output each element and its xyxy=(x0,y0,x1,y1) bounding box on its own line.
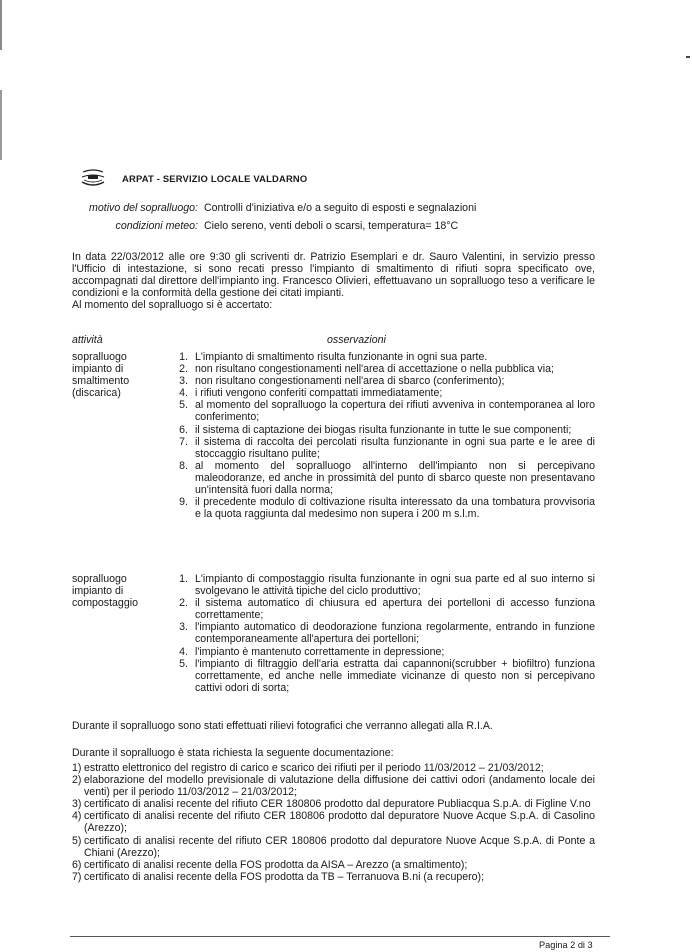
intro-text: In data 22/03/2012 alle ore 9:30 gli scriventi dr. Patrizio Esemplari e dr. Sauro Valentini, in servizio presso l'Ufficio di intestazione, si sono recati presso l'impianto di smaltimento di rifiuti sopra specificato ove, accompagnati dal direttore dell'impianto ing. Francesco Olivieri, effettuavano un sopralluogo teso a verificare le condizioni e la conformità della gestione dei citati impianti. xyxy=(72,251,595,300)
observation-item: 8. al momento del sopralluogo all'interno dell'impianto non si percepivano maleodoranze, ed anche in prossimità del punto di sbarco queste non presentavano un'intensità fuori dalla norma; xyxy=(179,459,595,497)
section-label-line: impianto di xyxy=(72,363,124,376)
observation-item: 1. L'impianto di smaltimento risulta funzionante in ogni sua parte. xyxy=(179,351,488,363)
footer-divider xyxy=(70,936,610,937)
motivo-value: Controlli d'iniziativa e/o a seguito di esposti e segnalazioni xyxy=(204,202,477,214)
observation-item: 3. non risultano congestionamenti nell'area di sbarco (conferimento); xyxy=(179,375,505,388)
page-number: Pagina 2 di 3 xyxy=(539,940,593,950)
section-label-line: smaltimento xyxy=(72,375,130,388)
observation-item: 3. l'impianto automatico di deodorazione funziona regolarmente, entrando in funzione contemporaneamente all'apertura dei portelloni; xyxy=(179,621,595,646)
meteo-label: condizioni meteo: xyxy=(115,220,198,232)
observation-item: 5. al momento del sopralluogo la copertura dei rifiuti avveniva in contemporanea al loro conferimento; xyxy=(179,399,595,424)
documentazione-list xyxy=(72,762,595,883)
section-label xyxy=(72,573,157,609)
observation-item: 9. il precedente modulo di coltivazione risulta interessato da una tombatura provvisoria e la quota raggiunta dal medesimo non supera i 200 m s.l.m. xyxy=(179,496,595,521)
observation-item: 6. il sistema di captazione dei biogas risulta funzionante in tutte le sue componenti; xyxy=(179,423,572,436)
observation-item: 7. il sistema di raccolta dei percolati risulta funzionante in ogni sua parte e le aree di stoccaggio risultano pulite; xyxy=(179,435,595,460)
accertato-text: Al momento del sopralluogo si è accertato: xyxy=(72,299,273,312)
section-label-line: sopralluogo xyxy=(72,351,127,363)
column-osservazioni: osservazioni xyxy=(327,334,386,346)
observation-list xyxy=(172,351,595,520)
scan-edge-shadow xyxy=(0,90,2,160)
section-label-line: sopralluogo xyxy=(72,573,127,585)
observation-item: 5. l'impianto di filtraggio dell'aria estratta dai capannoni(scrubber + biofiltro) funziona correttamente, ed anche nelle immediate vicinanze di questo non si percepivano cattivi odori di sorta; xyxy=(179,657,595,694)
scan-edge-shadow xyxy=(0,0,2,50)
column-attivita: attività xyxy=(72,334,103,346)
observation-item: 4. i rifiuti vengono conferiti compattati immediatamente; xyxy=(179,387,443,400)
observation-item: 4. l'impianto è mantenuto correttamente in depressione; xyxy=(179,645,445,658)
documentazione-item: 1) estratto elettronico del registro di carico e scarico dei rifiuti per il periodo 11/03/2012 – 21/03/2012; xyxy=(72,762,544,774)
observation-list xyxy=(172,573,595,694)
scan-mark xyxy=(686,56,690,58)
organization-name: ARPAT - SERVIZIO LOCALE VALDARNO xyxy=(122,173,308,184)
documentazione-item: 2) elaborazione del modello previsionale di valutazione della diffusione dei cattivi odori (andamento locale dei venti) per il periodo 11/03/2012 – 21/03/2012; xyxy=(72,774,595,799)
documentazione-item: 5) certificato di analisi recente del rifiuto CER 180806 prodotto dal depuratore Nuove Acque S.p.A. di Ponte a Chiani (Arezzo); xyxy=(72,834,595,859)
section-label xyxy=(72,351,157,399)
section-label-line: (discarica) xyxy=(72,387,121,400)
rilievi-paragraph: Durante il sopralluogo sono stati effettuati rilievi fotografici che verranno allegati alla R.I.A. xyxy=(72,720,493,732)
observation-item: 1. L'impianto di compostaggio risulta funzionante in ogni sua parte ed al suo interno si svolgevano le attività tipiche del ciclo produttivo; xyxy=(179,573,595,598)
documentazione-item: 7) certificato di analisi recente della FOS prodotta da TB – Terranuova B.ni (a recupero); xyxy=(72,870,485,883)
section-label-line: impianto di xyxy=(72,585,124,598)
motivo-label: motivo del sopralluogo: xyxy=(89,202,198,214)
arpat-logo-icon xyxy=(80,168,106,188)
observation-item: 2. il sistema automatico di chiusura ed apertura dei portelloni di accesso funziona correttamente; xyxy=(179,597,595,622)
documentazione-item: 4) certificato di analisi recente del rifiuto CER 180806 prodotto dal depuratore Nuove Acque S.p.A. di Casolino (Arezzo); xyxy=(72,810,595,835)
letterhead xyxy=(80,168,640,190)
observation-item: 2. non risultano congestionamenti nell'area di accettazione o nella pubblica via; xyxy=(179,363,554,376)
meteo-value: Cielo sereno, venti deboli o scarsi, temperatura= 18°C xyxy=(204,220,459,232)
section-label-line: compostaggio xyxy=(72,597,138,610)
documentazione-intro: Durante il sopralluogo è stata richiesta la seguente documentazione: xyxy=(72,747,394,759)
documentazione-item: 6) certificato di analisi recente della FOS prodotta da AISA – Arezzo (a smaltimento); xyxy=(72,858,468,871)
intro-paragraph xyxy=(72,251,595,311)
documentazione-item: 3) certificato di analisi recente del rifiuto CER 180806 prodotto dal depuratore Publiacqua S.p.A. di Figline V.no xyxy=(72,798,591,811)
